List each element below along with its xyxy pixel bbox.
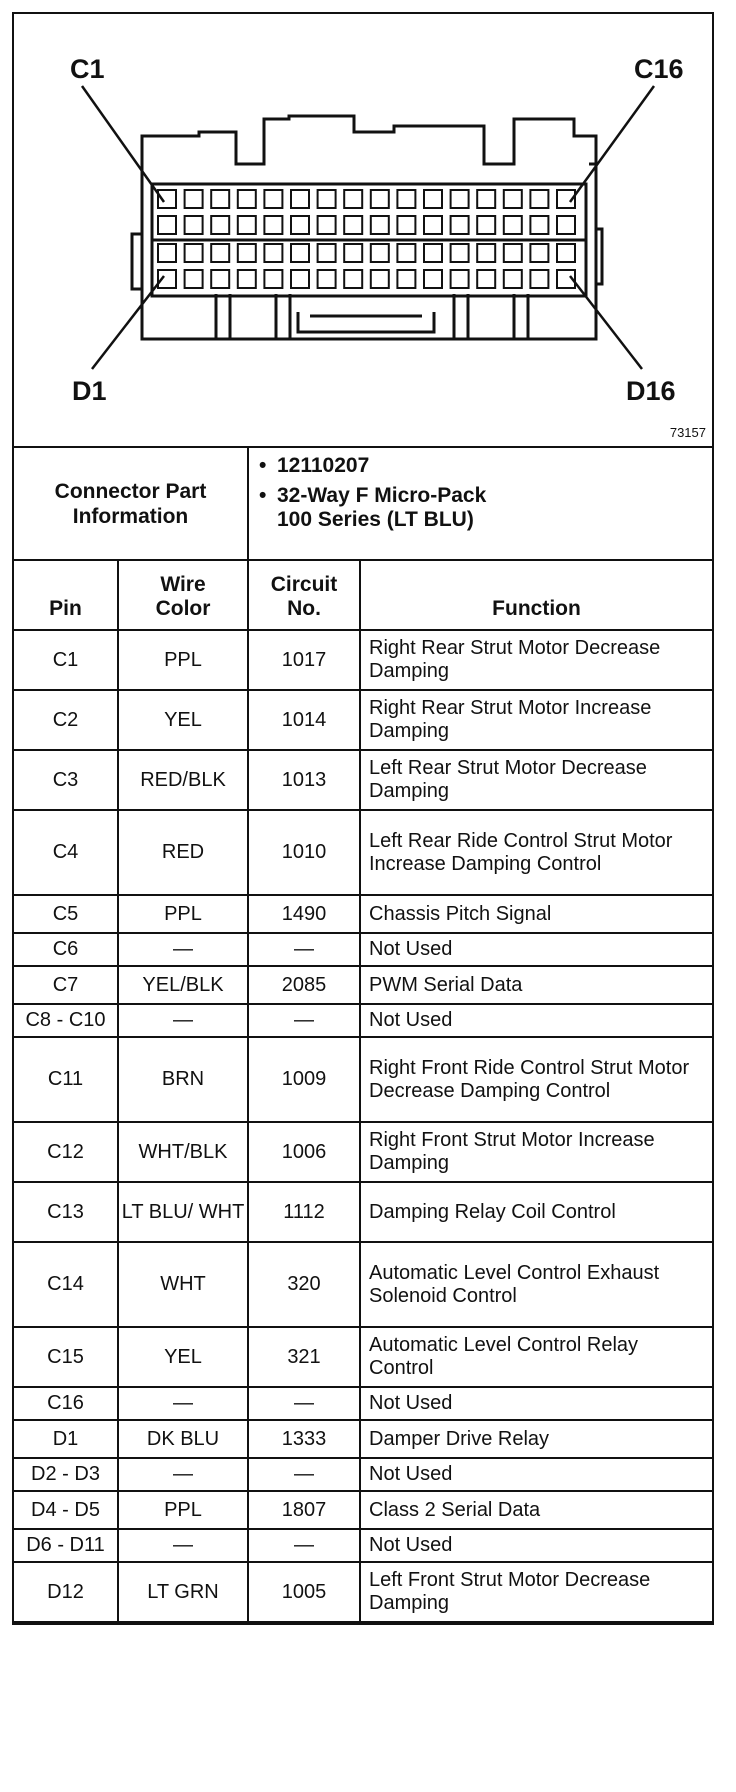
pin-cell: C5 xyxy=(14,895,118,933)
pin-cavity xyxy=(264,190,282,208)
pin-cell: C4 xyxy=(14,810,118,895)
wire-color-cell: — xyxy=(118,933,248,966)
circuit-cell: — xyxy=(248,1004,360,1037)
circuit-cell: 1112 xyxy=(248,1182,360,1242)
pin-cavity xyxy=(451,244,469,262)
figure-number: 73157 xyxy=(669,425,706,440)
pin-cavity xyxy=(264,270,282,288)
table-row xyxy=(14,1491,712,1529)
table-row xyxy=(14,1037,712,1122)
pin-cell: C14 xyxy=(14,1242,118,1327)
pin-cell: C8 - C10 xyxy=(14,1004,118,1037)
pin-cavity xyxy=(344,216,362,234)
pin-cavity xyxy=(477,270,495,288)
wire-color-cell: — xyxy=(118,1004,248,1037)
pin-cell: D2 - D3 xyxy=(14,1458,118,1491)
pin-cavity xyxy=(477,190,495,208)
function-cell: Not Used xyxy=(360,1529,712,1562)
pin-cell: D12 xyxy=(14,1562,118,1622)
connector-diagram xyxy=(14,14,712,448)
function-cell: Damping Relay Coil Control xyxy=(360,1182,712,1242)
pin-cavity xyxy=(504,190,522,208)
pin-cavity xyxy=(291,244,309,262)
pin-cavity xyxy=(318,190,336,208)
pin-cavity xyxy=(158,244,176,262)
table-row xyxy=(14,1420,712,1458)
wire-color-cell: YEL xyxy=(118,1327,248,1387)
pin-cavity xyxy=(397,270,415,288)
pin-cavity xyxy=(530,190,548,208)
pin-cavity xyxy=(504,244,522,262)
pin-cell: C7 xyxy=(14,966,118,1004)
pin-cavity xyxy=(185,270,203,288)
pin-cavity xyxy=(185,190,203,208)
function-cell: Left Rear Ride Control Strut Motor Increase Damping Control xyxy=(360,810,712,895)
circuit-cell: 1010 xyxy=(248,810,360,895)
function-cell: Left Front Strut Motor Decrease Damping xyxy=(360,1562,712,1622)
wire-color-cell: LT BLU/ WHT xyxy=(118,1182,248,1242)
pin-cell: C15 xyxy=(14,1327,118,1387)
pin-cavity xyxy=(451,216,469,234)
wire-color-cell: DK BLU xyxy=(118,1420,248,1458)
pin-cavity xyxy=(238,244,256,262)
pin-cell: D6 - D11 xyxy=(14,1529,118,1562)
pin-cell: D4 - D5 xyxy=(14,1491,118,1529)
pin-cavity xyxy=(291,190,309,208)
pin-cell: C1 xyxy=(14,630,118,690)
pin-cavity xyxy=(371,270,389,288)
circuit-cell: 2085 xyxy=(248,966,360,1004)
pin-cavity xyxy=(530,216,548,234)
pin-cavity xyxy=(238,216,256,234)
pin-cell: C2 xyxy=(14,690,118,750)
function-cell: Not Used xyxy=(360,933,712,966)
pin-cavity xyxy=(397,216,415,234)
circuit-cell: 1807 xyxy=(248,1491,360,1529)
pin-cell: C11 xyxy=(14,1037,118,1122)
pin-cavity xyxy=(344,190,362,208)
pin-cavity xyxy=(477,216,495,234)
pin-cavity xyxy=(557,216,575,234)
circuit-cell: 321 xyxy=(248,1327,360,1387)
pin-cavity xyxy=(158,216,176,234)
function-cell: Left Rear Strut Motor Decrease Damping xyxy=(360,750,712,810)
pin-cavity xyxy=(371,190,389,208)
pin-cavity xyxy=(477,244,495,262)
wire-color-cell: RED/BLK xyxy=(118,750,248,810)
pin-cavity xyxy=(238,190,256,208)
pin-cell: C12 xyxy=(14,1122,118,1182)
pinout-table xyxy=(14,448,712,1623)
pin-cavity xyxy=(211,190,229,208)
circuit-cell: — xyxy=(248,1529,360,1562)
table-row xyxy=(14,690,712,750)
pin-cell: C6 xyxy=(14,933,118,966)
wire-color-cell: — xyxy=(118,1458,248,1491)
pin-cell: D1 xyxy=(14,1420,118,1458)
header-function: Function xyxy=(360,560,712,630)
pin-cavity xyxy=(318,244,336,262)
connector-info-label-text: Connector Part Information xyxy=(54,479,207,528)
table-row xyxy=(14,810,712,895)
function-cell: Class 2 Serial Data xyxy=(360,1491,712,1529)
wire-color-cell: — xyxy=(118,1387,248,1420)
wire-color-cell: YEL/BLK xyxy=(118,966,248,1004)
table-row xyxy=(14,750,712,810)
description-item: • 32-Way F Micro-Pack 100 Series (LT BLU) xyxy=(259,484,487,531)
circuit-cell: 1006 xyxy=(248,1122,360,1182)
circuit-cell: 1014 xyxy=(248,690,360,750)
function-cell: Chassis Pitch Signal xyxy=(360,895,712,933)
pin-cavity xyxy=(371,244,389,262)
header-pin: Pin xyxy=(14,560,118,630)
circuit-cell: 320 xyxy=(248,1242,360,1327)
wire-color-cell: — xyxy=(118,1529,248,1562)
pin-cavity xyxy=(238,270,256,288)
pinout-rows xyxy=(14,630,712,1622)
label-d1: D1 xyxy=(72,376,107,406)
pin-cell: C16 xyxy=(14,1387,118,1420)
pin-cavity xyxy=(424,270,442,288)
table-row xyxy=(14,1562,712,1622)
pin-cavity xyxy=(371,216,389,234)
function-cell: Damper Drive Relay xyxy=(360,1420,712,1458)
pin-cavity xyxy=(264,216,282,234)
pin-cavity xyxy=(211,244,229,262)
pin-cavity xyxy=(397,244,415,262)
circuit-cell: 1009 xyxy=(248,1037,360,1122)
pin-cavity xyxy=(451,190,469,208)
circuit-cell: — xyxy=(248,1458,360,1491)
function-cell: Not Used xyxy=(360,1458,712,1491)
function-cell: Right Front Ride Control Strut Motor Decrease Damping Control xyxy=(360,1037,712,1122)
circuit-cell: 1013 xyxy=(248,750,360,810)
header-row xyxy=(14,560,712,630)
table-row xyxy=(14,1458,712,1491)
wire-color-cell: LT GRN xyxy=(118,1562,248,1622)
pin-cell: C13 xyxy=(14,1182,118,1242)
function-cell: Not Used xyxy=(360,1387,712,1420)
wire-color-cell: WHT/BLK xyxy=(118,1122,248,1182)
label-c1: C1 xyxy=(70,54,105,84)
table-row xyxy=(14,1387,712,1420)
table-row xyxy=(14,1004,712,1037)
connector-drawing xyxy=(14,14,716,446)
pin-cavity xyxy=(185,244,203,262)
function-cell: PWM Serial Data xyxy=(360,966,712,1004)
part-number: 12110207 xyxy=(277,454,370,477)
header-wire-color-text: Wire Color xyxy=(155,573,211,620)
circuit-cell: — xyxy=(248,933,360,966)
label-d16: D16 xyxy=(626,376,676,406)
header-wire-color xyxy=(118,560,248,630)
function-cell: Not Used xyxy=(360,1004,712,1037)
part-number-item: • 12110207 xyxy=(259,454,370,477)
function-cell: Right Front Strut Motor Increase Damping xyxy=(360,1122,712,1182)
circuit-cell: 1333 xyxy=(248,1420,360,1458)
table-row xyxy=(14,630,712,690)
connector-info-row xyxy=(14,448,712,560)
description-line1: 32-Way F Micro-Pack xyxy=(277,484,487,507)
function-cell: Automatic Level Control Exhaust Solenoid Control xyxy=(360,1242,712,1327)
table-row xyxy=(14,966,712,1004)
wire-color-cell: YEL xyxy=(118,690,248,750)
header-circuit-text: Circuit No. xyxy=(270,573,338,620)
wire-color-cell: PPL xyxy=(118,630,248,690)
table-row xyxy=(14,895,712,933)
pin-cavity xyxy=(451,270,469,288)
circuit-cell: 1017 xyxy=(248,630,360,690)
circuit-cell: — xyxy=(248,1387,360,1420)
pin-cavity xyxy=(530,244,548,262)
pin-cavity xyxy=(424,244,442,262)
wire-color-cell: RED xyxy=(118,810,248,895)
wire-color-cell: BRN xyxy=(118,1037,248,1122)
function-cell: Right Rear Strut Motor Increase Damping xyxy=(360,690,712,750)
pin-cavity xyxy=(557,244,575,262)
pin-cavity xyxy=(318,270,336,288)
description-line2: 100 Series (LT BLU) xyxy=(277,508,474,531)
connector-info-values xyxy=(248,448,712,560)
header-circuit xyxy=(248,560,360,630)
connector-info-label xyxy=(14,448,248,560)
pin-cavity xyxy=(504,270,522,288)
pin-cavity xyxy=(318,216,336,234)
function-cell: Automatic Level Control Relay Control xyxy=(360,1327,712,1387)
wire-color-cell: PPL xyxy=(118,1491,248,1529)
pin-cavity xyxy=(185,216,203,234)
circuit-cell: 1005 xyxy=(248,1562,360,1622)
wire-color-cell: WHT xyxy=(118,1242,248,1327)
connector-sheet xyxy=(12,12,714,1625)
pin-cavity xyxy=(211,216,229,234)
pin-cavity xyxy=(211,270,229,288)
pin-cavity xyxy=(344,244,362,262)
circuit-cell: 1490 xyxy=(248,895,360,933)
function-cell: Right Rear Strut Motor Decrease Damping xyxy=(360,630,712,690)
pin-cavity xyxy=(344,270,362,288)
table-row xyxy=(14,1182,712,1242)
pin-cavity xyxy=(397,190,415,208)
pin-cavity xyxy=(291,270,309,288)
pin-cavity xyxy=(424,190,442,208)
wire-color-cell: PPL xyxy=(118,895,248,933)
table-row xyxy=(14,933,712,966)
pin-cell: C3 xyxy=(14,750,118,810)
table-row xyxy=(14,1242,712,1327)
table-row xyxy=(14,1327,712,1387)
pin-cavity xyxy=(424,216,442,234)
pin-cavity xyxy=(291,216,309,234)
table-row xyxy=(14,1122,712,1182)
pin-cavity xyxy=(530,270,548,288)
pin-cavity xyxy=(504,216,522,234)
label-c16: C16 xyxy=(634,54,684,84)
pin-cavity xyxy=(264,244,282,262)
table-row xyxy=(14,1529,712,1562)
